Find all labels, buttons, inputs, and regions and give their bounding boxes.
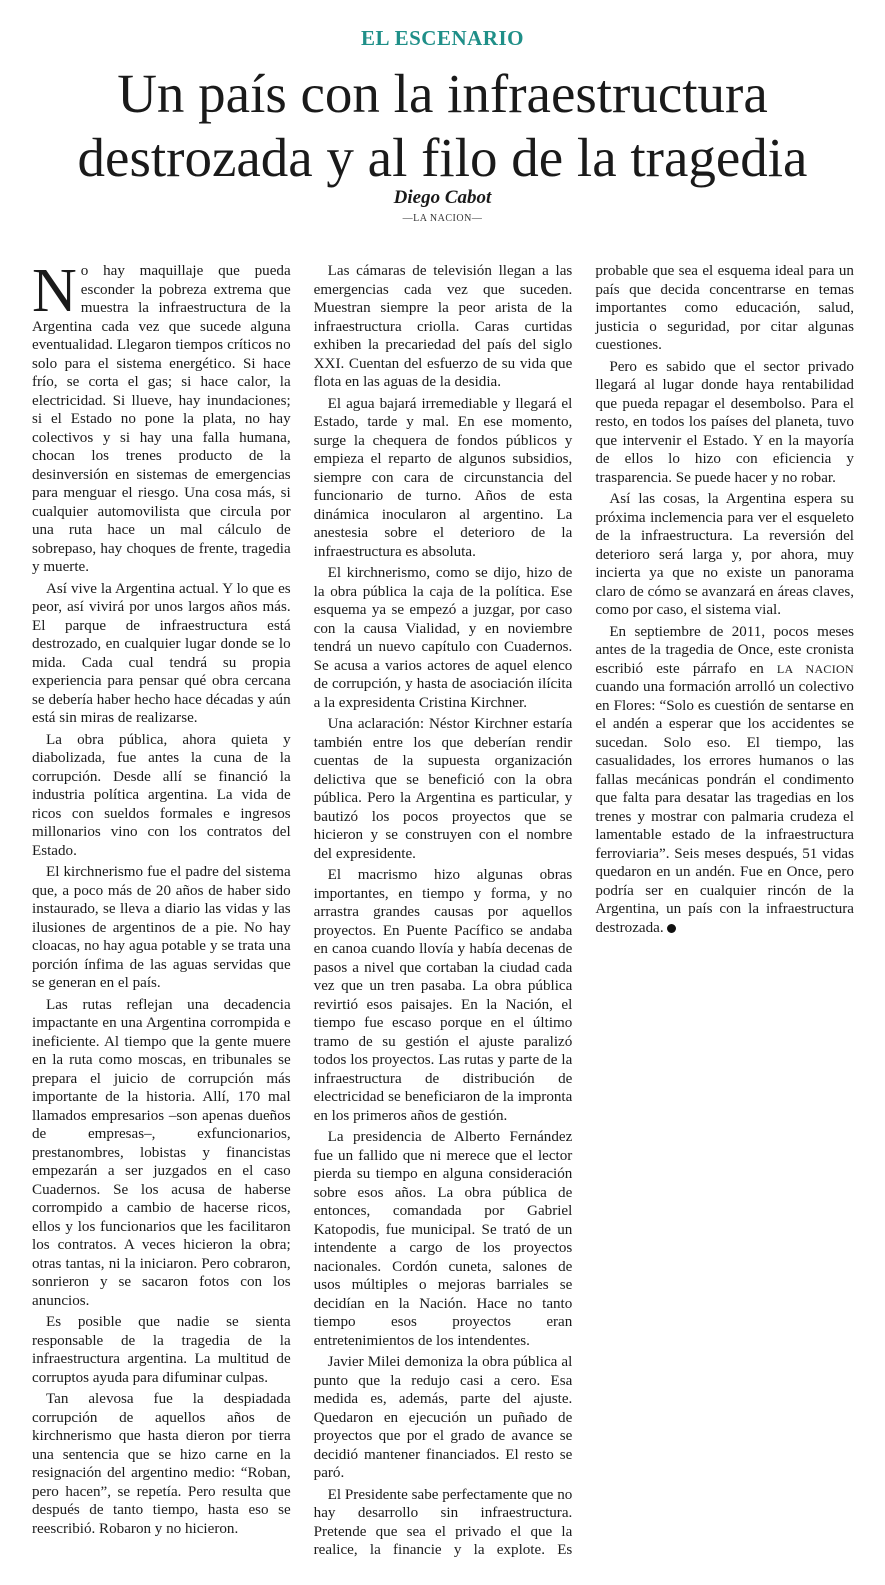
source-label: —LA NACION— xyxy=(402,213,483,224)
paragraph: Las rutas reflejan una decadencia impactante en una Argentina corrompida e ineficiente. Al tiempo que la gente muere en la ruta como moscas, en tribunales se prepara el juicio de corrupción más importante de la historia. Allí, 170 mal llamados empresarios –son apenas dueños de empresas–, exfuncionarios, prestanombres, lobistas y financistas empezarán a ser juzgados en el caso Cuadernos. Se los acusa de haberse corrompido a cambio de hacerse ricos, ellos y los funcionarios que les facilitaron los contratos. A veces hicieron la obra; otras tantas, ni la iniciaron. Pero cobraron, sonrieron y se sacaron fotos con los anuncios. xyxy=(32,996,291,1309)
paragraph-text: cuando una formación arrolló un colectivo en Flores: “Solo es cuestión de sentarse en el andén a esperar que los accidentes se sucedan. Solo eso. El tiempo, las casualidades, los errores humanos o las fallas mecánicas pondrán el condimento que falta para desatar las tragedias en los trenes y mostrar con palmaria crudeza el lamentable estado de la infraestructura ferroviaria”. Seis meses después, 51 vidas quedaron en un andén. Fue en Once, pero podría ser en cualquier rincón de la Argentina, un país con la infraestructura destrozada. xyxy=(595,679,854,936)
paragraph xyxy=(32,257,291,577)
paragraph: El Presidente sabe perfectamente que no hay desarrollo sin infraestructura. Pretende que sea el privado el que la realice, la financie y la explote. Es probable que sea el esquema ideal para un país que decida concentrarse en temas importantes como educación, salud, justicia o seguridad, por citar algunas cuestiones. xyxy=(313,263,854,1558)
paragraph: Es posible que nadie se sienta responsable de la tragedia de la infraestructura argentina. La multitud de corruptos ayuda para difuminar culpas. xyxy=(32,1314,291,1386)
paragraph: La presidencia de Alberto Fernández fue un fallido que ni merece que el lector pierda su tiempo en alguna consideración sobre esos años. La obra pública de entonces, comandada por Gabriel Katopodis, fue municipal. Se trató de un intendente a cargo de los proyectos nacionales. Cordón cuneta, salones de usos múltiples o mejoras barriales se decidían en la Nación. Hace no tanto tiempo esos proyectos eran entretenimientos de los intendentes. xyxy=(313,1129,573,1349)
paragraph: Javier Milei demoniza la obra pública al punto que la redujo casi a cero. Esa medida es, además, parte del ajuste. Quedaron en ejecución un puñado de proyectos que por el grado de avance se decidió mantener financiados. El resto se paró. xyxy=(313,1354,573,1481)
end-of-article-icon xyxy=(667,924,676,933)
paragraph: Las cámaras de televisión llegan a las emergencias cada vez que suceden. Muestran siempre la peor arista de la infraestructura criolla. Caras curtidas exhiben la precariedad del país del siglo XXI. Cuentan del esfuerzo de su vida que flota en las aguas de la desidia. xyxy=(313,263,573,390)
paragraph-text: o hay maquillaje que pueda esconder la pobreza extrema que muestra la infraestructura de la Argentina cada vez que sucede alguna eventualidad. Llegaron tiempos críticos no solo para el sistema energético. Si hace frío, se corta el gas; si hace calor, la electricidad. Si llueve, hay inundaciones; si el Estado no pone la plata, no hay colectivos y si hay una falla humana, chocan los trenes producto de la desinversión en sistemas de emergencias para menguar el riesgo. Una cosa más, si cualquier automovilista que circula por una ruta hace un mal cálculo de sobrepaso, hay choques de frente, tragedia y muerte. xyxy=(32,263,291,575)
paragraph: La obra pública, ahora quieta y diabolizada, fue antes la cuna de la corrupción. Desde allí se financió la industria política argentina. La vida de ricos con sueldos formales e ingresos millonarios vino con los contratos del Estado. xyxy=(32,731,291,859)
paragraph: El kirchnerismo, como se dijo, hizo de la obra pública la caja de la política. Ese esquema ya se empezó a juzgar, por caso con la causa Vialidad, y en noviembre tendrá un nuevo capítulo con Cuadernos. Se acusa a varios actores de aquel elenco de corrupción, y hasta de asociación ilícita a la expresidenta Cristina Kirchner. xyxy=(313,565,573,711)
newspaper-name: LA NACION xyxy=(776,661,854,676)
paragraph: Así vive la Argentina actual. Y lo que es peor, así vivirá por unos largos años más. El parque de infraestructura está destrozado, en cualquier lugar donde se lo mida. Cada cual tendrá su propia experiencia para pensar qué obra cercana se debería haber hecho hace décadas y aún está sin miras de realizarse. xyxy=(32,580,291,726)
headline: Un país con la infraestructura destrozada y al filo de la tragedia xyxy=(77,63,808,188)
paragraph: Tan alevosa fue la despiadada corrupción de aquellos años de kirchnerismo que hasta dieron por tierra una sentencia que se hizo carne en la resignación del argentino medio: “Roban, pero hacen”, se repetía. Pero resulta que después de tanto tiempo, hasta eso se reescribió. Robaron y no hicieron. xyxy=(32,1391,291,1537)
paragraph: Así las cosas, la Argentina espera su próxima inclemencia para ver el esqueleto de la infraestructura. La reversión del deterioro será larga y, por ahora, muy incierta ya que no existe un panorama claro de cómo se avanzará en áreas claves, como por caso, el sistema vial. xyxy=(595,491,854,618)
drop-cap: N xyxy=(32,257,77,325)
paragraph: Una aclaración: Néstor Kirchner estaría también entre los que deberían rendir cuentas de la supuesta organización delictiva que se benefició con la obra pública. Pero la Argentina es particular, y bautizó los pocos proyectos que se hicieron y se construyen con el nombre del expresidente. xyxy=(313,716,573,862)
article-body xyxy=(32,257,854,1567)
paragraph: El kirchnerismo fue el padre del sistema que, a poco más de 20 años de haber sido instaurado, se lleva a diario las vidas y las ilusiones de argentinos de a pie. No hay cloacas, no hay agua potable y se trata una porción ínfima de las aguas servidas que se generan en el país. xyxy=(32,864,291,991)
paragraph-text: En septiembre de 2011, pocos meses antes de la tragedia de Once, este cronista escribió este párrafo en xyxy=(595,623,854,677)
section-kicker: EL ESCENARIO xyxy=(361,26,524,50)
paragraph: Pero es sabido que el sector privado llegará al lugar donde haya rentabilidad que pueda repagar el desembolso. Para el resto, en todos los países del planeta, tuvo que intervenir el Estado. Y en la mayoría de ellos lo hizo con eficiencia y trasparencia. Se puede hacer y no robar. xyxy=(595,358,854,486)
paragraph: El agua bajará irremediable y llegará el Estado, tarde y mal. En ese momento, surge la chequera de fondos públicos y empieza el reparto de algunos subsidios, siempre con cara de circunstancia del funcionario de turno. Años de esta dinámica inocularon al argentino. La anestesia sobre el deterioro de la infraestructura es absoluta. xyxy=(313,395,573,560)
author-byline: Diego Cabot xyxy=(393,187,492,208)
paragraph xyxy=(595,623,854,938)
paragraph: El macrismo hizo algunas obras importantes, en tiempo y forma, y no arrastra grandes causas por aquellos proyectos. En Puente Pacífico se andaba en canoa cuando llovía y había decenas de pasos a nivel que cortaban la ciudad cada vez que un tren pasaba. La obra pública revirtió esos paisajes. En la Nación, el tiempo fue escaso porque en el último tramo de su gestión el ajuste paralizó todos los proyectos. Las rutas y parte de la infraestructura de distribución de electricidad se beneficiaron de la impronta en los primeros años de gestión. xyxy=(313,867,573,1124)
